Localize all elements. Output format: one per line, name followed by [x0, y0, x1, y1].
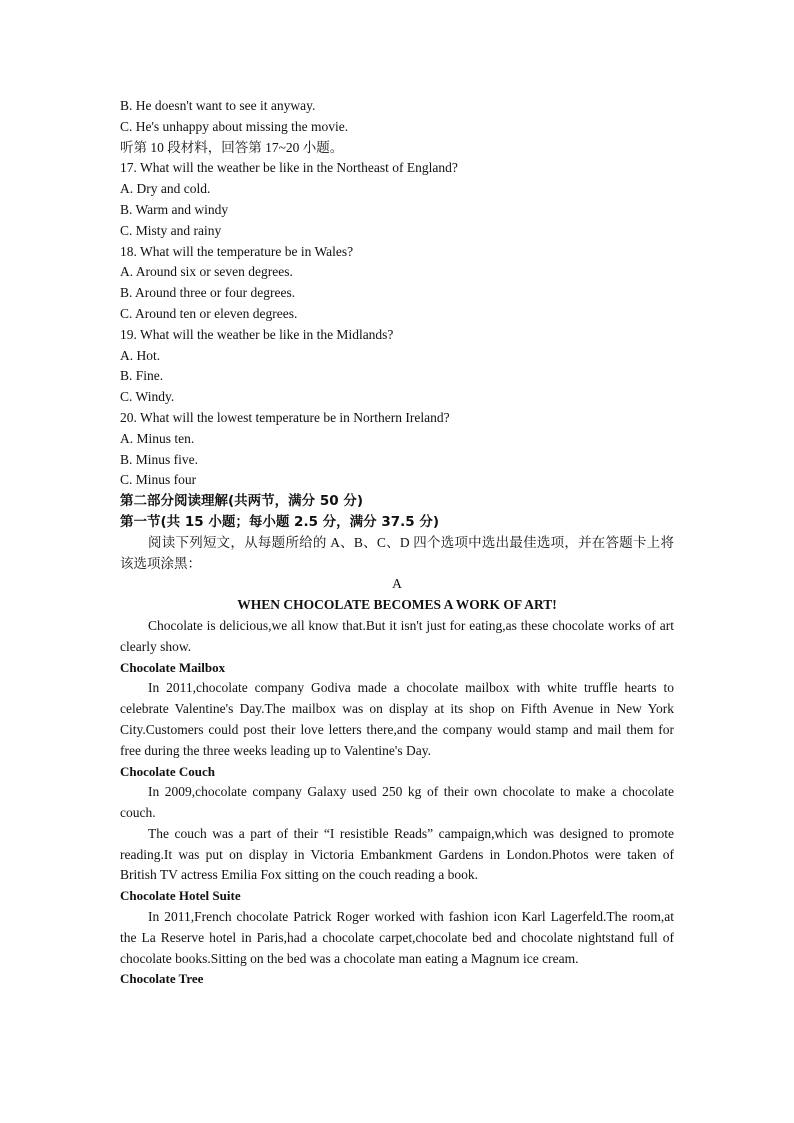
option-b-q16: B. He doesn't want to see it anyway.: [120, 98, 316, 113]
question-18: 18. What will the temperature be in Wales?: [120, 243, 354, 259]
part-two-heading: 第二部分阅读理解(共两节，满分 50 分): [120, 493, 364, 510]
option-a-q18: A. Around six or seven degrees.: [120, 264, 293, 280]
section-heading-tree: Chocolate Tree: [120, 971, 204, 987]
paragraph-couch-1: In 2009,chocolate company Galaxy used 250 kg of their own chocolate to make a chocolate couch.: [120, 784, 674, 821]
paragraph-mailbox: In 2011,chocolate company Godiva made a chocolate mailbox with white truffle hearts to celebrate Valentine's Day.The mailbox was on display at its shop on Fifth Avenue in New York City.Customers could post their love letters there,and the company would stamp and mail them for free during the three weeks leading up to Valentine's Day.: [120, 680, 674, 758]
section-one-heading: 第一节(共 15 小题；每小题 2.5 分，满分 37.5 分): [120, 513, 440, 530]
question-20: 20. What will the lowest temperature be in Northern Ireland?: [120, 409, 450, 425]
section-heading-couch: Chocolate Couch: [120, 763, 215, 779]
reading-instructions: 阅读下列短文，从每题所给的 A、B、C、D 四个选项中选出最佳选项，并在答题卡上将该选项涂黑：: [120, 534, 674, 571]
option-b-q17: B. Warm and windy: [120, 201, 229, 217]
page-content: [120, 96, 674, 990]
option-a-q19: A. Hot.: [120, 347, 161, 363]
option-c-q17: C. Misty and rainy: [120, 222, 222, 238]
option-c-q16: C. He's unhappy about missing the movie.: [120, 118, 349, 134]
passage-label: A: [392, 576, 402, 592]
option-c-q18: C. Around ten or eleven degrees.: [120, 305, 298, 321]
option-c-q20: C. Minus four: [120, 472, 197, 488]
section-heading-mailbox: Chocolate Mailbox: [120, 659, 226, 675]
listening-section: [120, 96, 674, 491]
option-a-q20: A. Minus ten.: [120, 430, 195, 446]
section-heading-hotel-suite: Chocolate Hotel Suite: [120, 888, 241, 904]
passage-title: WHEN CHOCOLATE BECOMES A WORK OF ART!: [237, 597, 557, 613]
material-instruction: 听第 10 段材料，回答第 17~20 小题。: [120, 139, 344, 155]
option-b-q18: B. Around three or four degrees.: [120, 285, 296, 301]
passage-intro: Chocolate is delicious,we all know that.But it isn't just for eating,as these chocolate works of art clearly show.: [120, 617, 674, 654]
question-17: 17. What will the weather be like in the Northeast of England?: [120, 160, 458, 176]
option-b-q20: B. Minus five.: [120, 451, 199, 467]
option-b-q19: B. Fine.: [120, 368, 164, 384]
paragraph-hotel-suite: In 2011,French chocolate Patrick Roger worked with fashion icon Karl Lagerfeld.The room,at the La Reserve hotel in Paris,had a chocolate carpet,chocolate bed and chocolate nightstand full of chocolate books.Sitting on the bed was a chocolate man eating a Magnum ice cream.: [120, 909, 674, 966]
paragraph-couch-2: The couch was a part of their “I resistible Reads” campaign,which was designed to promote reading.It was put on display in Victoria Embankment Gardens in London.Photos were taken of British TV actress Emilia Fox sitting on the couch reading a book.: [120, 825, 674, 883]
option-c-q19: C. Windy.: [120, 389, 175, 405]
option-a-q17: A. Dry and cold.: [120, 181, 211, 197]
question-19: 19. What will the weather be like in the Midlands?: [120, 326, 394, 342]
